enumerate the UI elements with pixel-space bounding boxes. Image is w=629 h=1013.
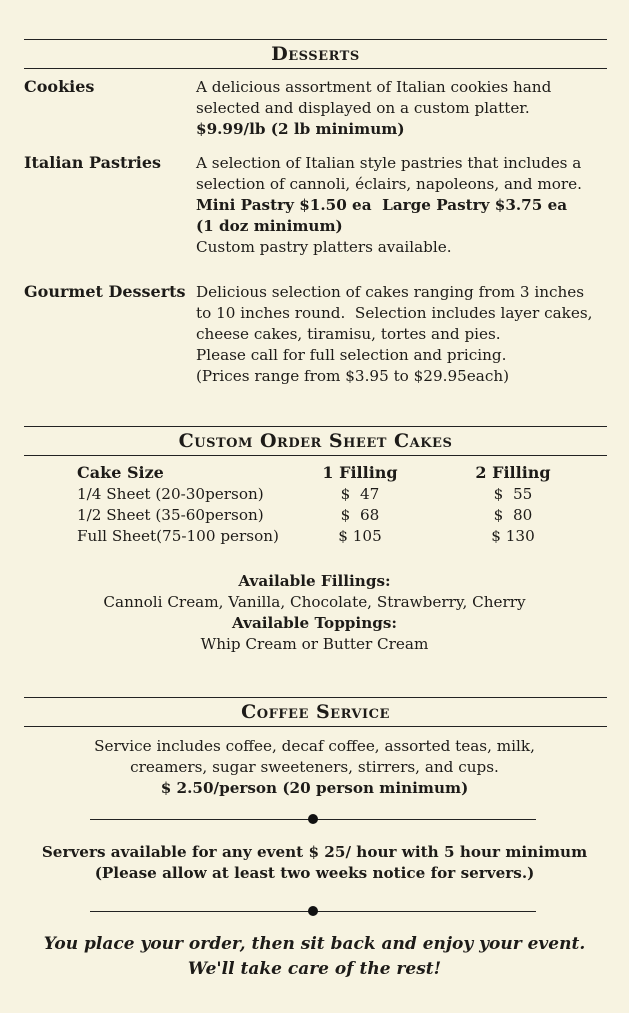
table-row [0,527,629,548]
desc-line: to 10 inches round. Selection includes layer cakes, [196,304,593,322]
desserts-top-rule [24,39,607,40]
price-line: $9.99/lb (2 lb minimum) [196,120,405,138]
price-cell: $ 80 [493,506,533,524]
desc-line: Delicious selection of cakes ranging from 3 inches [196,283,585,301]
desc-line: Please call for full selection and pricing. [196,346,507,364]
coffee-line: creamers, sugar sweeteners, stirrers, and cups. [130,758,499,776]
desc-line: A delicious assortment of Italian cookies hand [196,78,552,96]
price-line: Mini Pastry $1.50 ea Large Pastry $3.75 ea [196,196,568,214]
coffee-line: Service includes coffee, decaf coffee, assorted teas, milk, [94,737,535,755]
tagline-line: You place your order, then sit back and enjoy your event. [43,934,586,954]
column-header: Cake Size [77,463,164,482]
tagline-line: We'll take care of the rest! [187,959,442,979]
table-row [0,485,629,506]
price-cell: $ 47 [340,485,380,503]
coffee-heading: Coffee Service [241,701,390,723]
item-name: Cookies [24,77,95,96]
coffee-top-rule [24,697,607,698]
toppings-list: Whip Cream or Butter Cream [200,635,429,653]
desserts-bottom-rule [24,68,607,69]
desc-line: A selection of Italian style pastries that includes a [196,154,582,172]
coffee-price: $ 2.50/person (20 person minimum) [160,779,469,797]
price-cell: $ 130 [491,527,535,545]
desserts-heading: Desserts [271,43,360,65]
coffee-description [0,736,629,799]
item-description [196,77,606,140]
servers-line: Servers available for any event $ 25/ hour with 5 hour minimum [41,843,588,861]
desc-line: cheese cakes, tiramisu, tortes and pies. [196,325,501,343]
sheet-cakes-heading: Custom Order Sheet Cakes [178,430,453,452]
servers-note: (Please allow at least two weeks notice for servers.) [94,864,535,882]
price-cell: $ 68 [340,506,380,524]
cake-size-cell: Full Sheet(75-100 person) [77,527,279,545]
item-description [196,153,606,258]
fillings-toppings [0,571,629,655]
cake-size-cell: 1/4 Sheet (20-30person) [77,485,264,503]
price-cell: $ 105 [338,527,382,545]
coffee-bottom-rule [24,726,607,727]
sheet-cakes-bottom-rule [24,455,607,456]
fillings-label: Available Fillings: [238,572,391,590]
table-row [0,506,629,527]
desc-line: selected and displayed on a custom platter. [196,99,530,117]
desc-line: Custom pastry platters available. [196,238,452,256]
item-description [196,282,606,387]
item-name: Italian Pastries [24,153,162,172]
divider-dot [308,906,318,916]
closing-tagline [0,932,629,982]
fillings-list: Cannoli Cream, Vanilla, Chocolate, Strawberry, Cherry [103,593,526,611]
divider-dot [308,814,318,824]
column-header: 2 Filling [475,463,551,482]
desc-line: (Prices range from $3.95 to $29.95each) [196,367,510,385]
item-name: Gourmet Desserts [24,282,186,301]
table-header-row [0,463,629,484]
toppings-label: Available Toppings: [231,614,398,632]
column-header: 1 Filling [322,463,398,482]
desc-line: selection of cannoli, éclairs, napoleons, and more. [196,175,582,193]
minimum-line: (1 doz minimum) [196,217,343,235]
price-cell: $ 55 [493,485,533,503]
sheet-cakes-top-rule [24,426,607,427]
servers-info [0,842,629,884]
cake-size-cell: 1/2 Sheet (35-60person) [77,506,264,524]
